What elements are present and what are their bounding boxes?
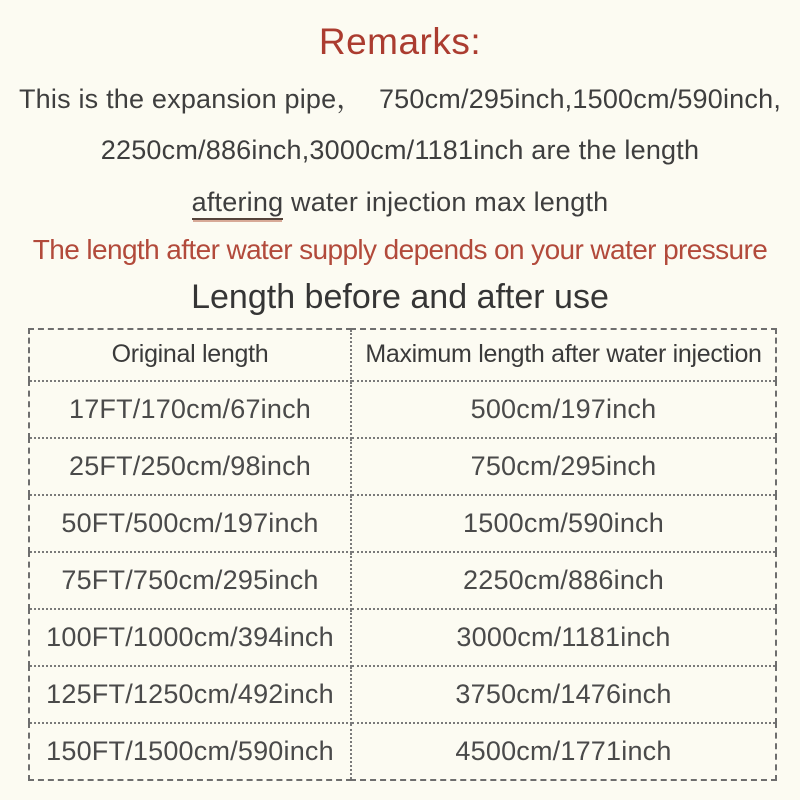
table-row (29, 438, 776, 495)
aftering-underlined-word: aftering (192, 187, 284, 220)
cell-original-length: 125FT/1250cm/492inch (29, 666, 351, 723)
cell-max-length: 2250cm/886inch (351, 552, 776, 609)
cell-max-length: 750cm/295inch (351, 438, 776, 495)
table-row (29, 666, 776, 723)
cell-max-length: 4500cm/1771inch (351, 723, 776, 780)
cell-original-length: 100FT/1000cm/394inch (29, 609, 351, 666)
cell-original-length: 25FT/250cm/98inch (29, 438, 351, 495)
length-table-title: Length before and after use (191, 277, 609, 316)
table-row (29, 381, 776, 438)
cell-original-length: 75FT/750cm/295inch (29, 552, 351, 609)
table-header-row (29, 329, 776, 381)
water-pressure-warning: The length after water supply depends on your water pressure (32, 233, 768, 265)
remarks-title: Remarks: (318, 21, 482, 62)
table-row (29, 609, 776, 666)
table-header-original-length: Original length (29, 329, 351, 381)
cell-original-length: 150FT/1500cm/590inch (29, 723, 351, 780)
cell-max-length: 3750cm/1476inch (351, 666, 776, 723)
cell-original-length: 50FT/500cm/197inch (29, 495, 351, 552)
intro-line-3-rest: water injection max length (283, 186, 609, 217)
table-row (29, 495, 776, 552)
table-row (29, 552, 776, 609)
cell-max-length: 1500cm/590inch (351, 495, 776, 552)
cell-max-length: 500cm/197inch (351, 381, 776, 438)
intro-line-1: This is the expansion pipe， 750cm/295inch,1500cm/590inch, (18, 83, 782, 114)
length-table (28, 328, 777, 781)
table-row (29, 723, 776, 780)
intro-line-3 (0, 186, 800, 217)
cell-original-length: 17FT/170cm/67inch (29, 381, 351, 438)
cell-max-length: 3000cm/1181inch (351, 609, 776, 666)
intro-line-2: 2250cm/886inch,3000cm/1181inch are the length (100, 134, 700, 165)
table-header-max-length: Maximum length after water injection (351, 329, 776, 381)
